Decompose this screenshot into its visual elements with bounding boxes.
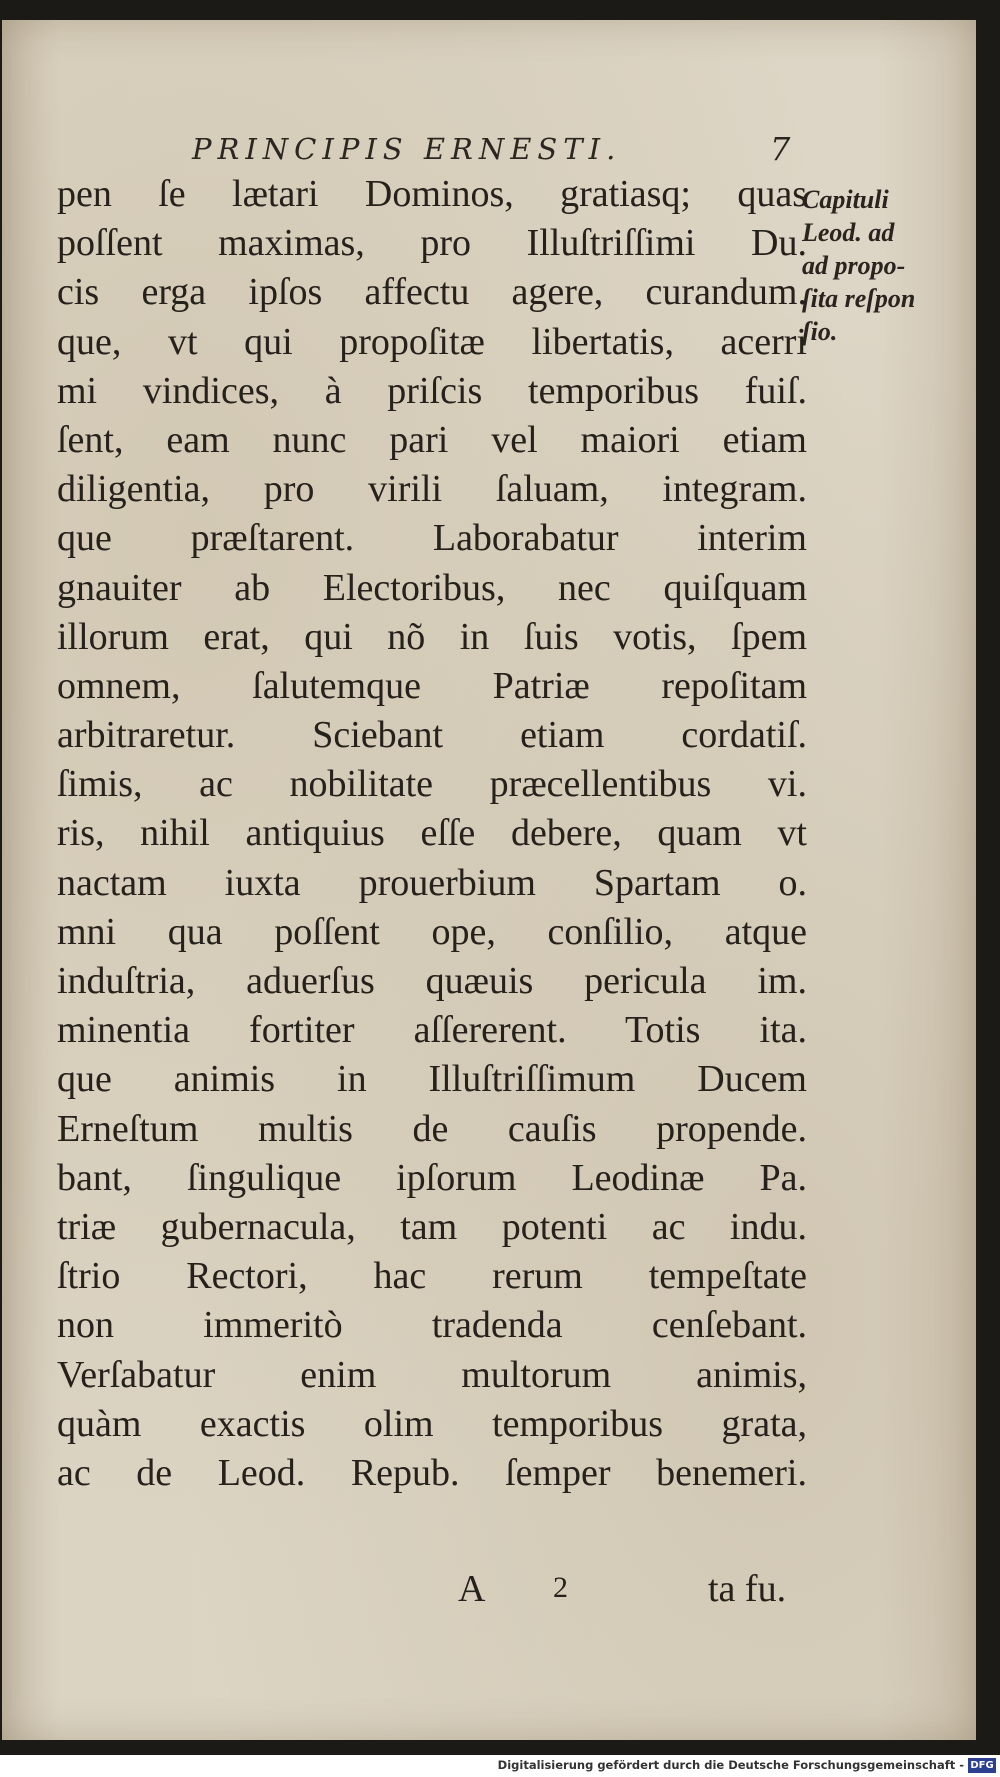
text-line: minentia fortiter aſſererent. Totis ita. <box>57 1009 807 1052</box>
text-line: que animis in Illuſtriſſimum Ducem <box>57 1058 807 1101</box>
text-line: mi vindices, à priſcis temporibus fuiſ. <box>57 369 807 412</box>
book-page <box>2 20 976 1740</box>
text-line: arbitraretur. Sciebant etiam cordatiſ. <box>57 714 807 757</box>
text-line: quàm exactis olim temporibus grata, <box>57 1402 807 1445</box>
catchword: ta fu. <box>708 1568 787 1610</box>
text-line: induſtria, aduerſus quæuis pericula im. <box>57 960 807 1002</box>
text-line: ac de Leod. Repub. ſemper benemeri. <box>57 1451 807 1494</box>
marginal-note-line: ſita reſpon <box>802 284 916 313</box>
text-line: mni qua poſſent ope, conſilio, atque <box>57 910 807 953</box>
body-text <box>57 170 807 1498</box>
signature-number: 2 <box>553 1571 568 1604</box>
funding-credit: Digitalisierung gefördert durch die Deutsche Forschungsgemeinschaft - <box>497 1758 964 1772</box>
marginal-note-line: ad propo- <box>802 251 906 280</box>
text-line: triæ gubernacula, tam potenti ac indu. <box>57 1205 807 1248</box>
text-line: ris, nihil antiquius eſſe debere, quam vt <box>57 812 807 855</box>
marginal-note-line: ſio. <box>802 317 838 346</box>
marginal-note-line: Leod. ad <box>802 218 895 247</box>
marginal-note <box>802 183 952 348</box>
text-line: ſent, eam nunc pari vel maiori etiam <box>57 418 807 461</box>
text-line: pen ſe lætari Dominos, gratiasq; quas <box>57 173 807 215</box>
text-line: illorum erat, qui nõ in ſuis votis, ſpem <box>57 615 807 658</box>
text-line: que, vt qui propoſitæ libertatis, acerri <box>57 320 807 363</box>
marginal-note-line: Capituli <box>802 185 889 214</box>
text-line: ſimis, ac nobilitate præcellentibus vi. <box>57 763 807 806</box>
text-line: bant, ſingulique ipſorum Leodinæ Pa. <box>57 1156 807 1199</box>
text-line: que præſtarent. Laborabatur interim <box>57 517 807 560</box>
text-line: omnem, ſalutemque Patriæ repoſitam <box>57 664 807 707</box>
running-head: PRINCIPIS ERNESTI. <box>192 132 622 166</box>
page-number: 7 <box>770 130 791 168</box>
dfg-logo: DFG <box>968 1758 996 1773</box>
text-line: diligentia, pro virili ſaluam, integram. <box>57 468 807 511</box>
text-line: ſtrio Rectori, hac rerum tempeſtate <box>57 1255 807 1298</box>
text-line: nactam iuxta prouerbium Spartam o. <box>57 861 807 904</box>
text-line: gnauiter ab Electoribus, nec quiſquam <box>57 566 807 609</box>
signature-mark: A <box>458 1568 486 1610</box>
footer-bar <box>0 1755 1000 1777</box>
text-line: Erneſtum multis de cauſis propende. <box>57 1107 807 1150</box>
text-line: cis erga ipſos affectu agere, curandum. <box>57 271 807 314</box>
text-line: Verſabatur enim multorum animis, <box>57 1353 807 1396</box>
text-line: non immeritò tradenda cenſebant. <box>57 1304 807 1347</box>
text-line: poſſent maximas, pro Illuſtriſſimi Du. <box>57 222 807 265</box>
